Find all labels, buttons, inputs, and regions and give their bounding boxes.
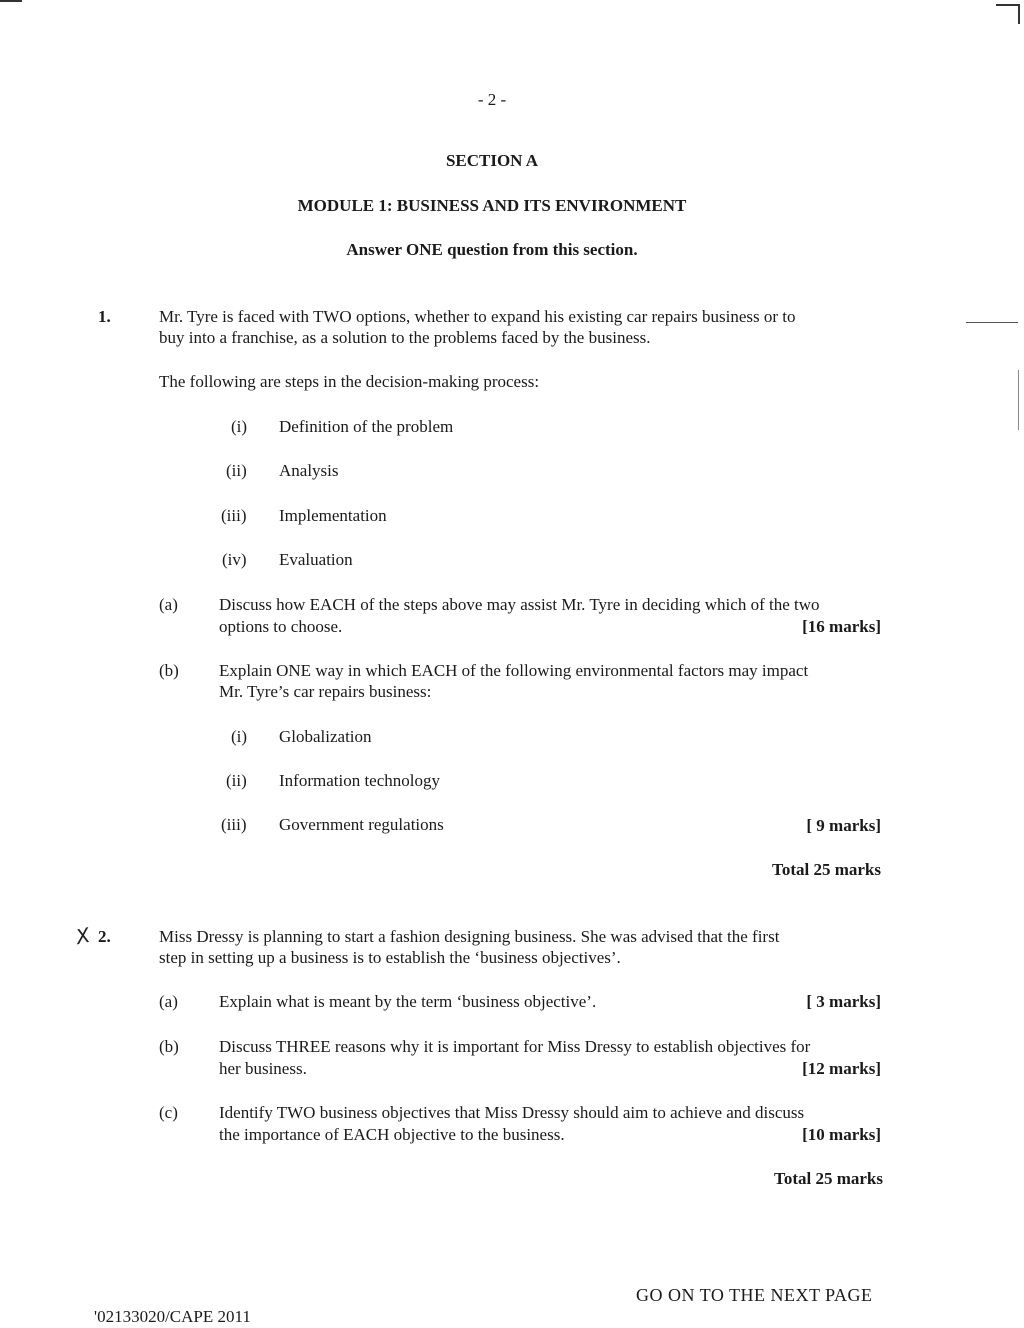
instruction: Answer ONE question from this section.: [346, 240, 638, 259]
question-number: 2.: [98, 927, 111, 946]
marks-label: [ 3 marks]: [806, 992, 881, 1011]
scan-mark-top-right: [996, 4, 1020, 6]
question-stem-line: step in setting up a business is to establish the ‘business objectives’.: [159, 948, 621, 967]
module-title: MODULE 1: BUSINESS AND ITS ENVIRONMENT: [297, 196, 687, 215]
part-text-line: Discuss how EACH of the steps above may assist Mr. Tyre in deciding which of the two: [219, 595, 820, 614]
list-item-number: (ii): [226, 461, 247, 480]
list-item-text: Globalization: [279, 727, 372, 746]
marks-label: [10 marks]: [802, 1125, 881, 1144]
part-text-line: options to choose.: [219, 617, 343, 636]
part-text-line: Explain ONE way in which EACH of the following environmental factors may impact: [219, 661, 809, 680]
list-item-number: (iii): [221, 506, 247, 525]
list-item-number: (iv): [222, 550, 247, 569]
list-item-text: Analysis: [279, 461, 339, 480]
scan-mark-top-right-vertical: [1018, 4, 1020, 24]
total-marks: Total 25 marks: [774, 1169, 883, 1188]
question-stem-line: Miss Dressy is planning to start a fashion designing business. She was advised that the first: [159, 927, 780, 946]
part-label: (b): [159, 1037, 179, 1056]
paper-code: '02133020/CAPE 2011: [94, 1307, 251, 1326]
part-label: (c): [159, 1103, 178, 1122]
list-item-number: (i): [231, 417, 248, 436]
marks-label: [16 marks]: [802, 617, 881, 636]
part-text-line: the importance of EACH objective to the business.: [219, 1125, 565, 1144]
part-label: (a): [159, 595, 178, 614]
scan-mark-right-edge: [1018, 370, 1019, 430]
steps-intro: The following are steps in the decision-making process:: [159, 372, 540, 391]
scan-mark-top-left: [0, 0, 22, 2]
part-text-line: Mr. Tyre’s car repairs business:: [219, 682, 432, 701]
handwritten-mark: X: [73, 922, 93, 950]
question-number: 1.: [98, 307, 111, 326]
marks-label: [ 9 marks]: [806, 816, 881, 835]
list-item-text: Evaluation: [279, 550, 353, 569]
list-item-text: Government regulations: [279, 815, 444, 834]
section-title: SECTION A: [445, 151, 539, 170]
part-text-line: Identify TWO business objectives that Miss Dressy should aim to achieve and discuss: [219, 1103, 805, 1122]
list-item-number: (ii): [226, 771, 247, 790]
total-marks: Total 25 marks: [772, 860, 881, 879]
page-number: - 2 -: [477, 90, 507, 109]
list-item-number: (iii): [221, 815, 247, 834]
part-label: (a): [159, 992, 178, 1011]
part-text-line: Discuss THREE reasons why it is important for Miss Dressy to establish objectives for: [219, 1037, 811, 1056]
list-item-number: (i): [231, 727, 248, 746]
part-label: (b): [159, 661, 179, 680]
list-item-text: Implementation: [279, 506, 387, 525]
part-text-line: Explain what is meant by the term ‘business objective’.: [219, 992, 597, 1011]
scan-mark-right-margin: [966, 322, 1018, 323]
list-item-text: Information technology: [279, 771, 440, 790]
marks-label: [12 marks]: [802, 1059, 881, 1078]
question-stem-line: buy into a franchise, as a solution to the problems faced by the business.: [159, 328, 651, 347]
next-page-notice: GO ON TO THE NEXT PAGE: [636, 1285, 873, 1305]
part-text-line: her business.: [219, 1059, 307, 1078]
list-item-text: Definition of the problem: [279, 417, 454, 436]
question-stem-line: Mr. Tyre is faced with TWO options, whether to expand his existing car repairs business or to: [159, 307, 796, 326]
